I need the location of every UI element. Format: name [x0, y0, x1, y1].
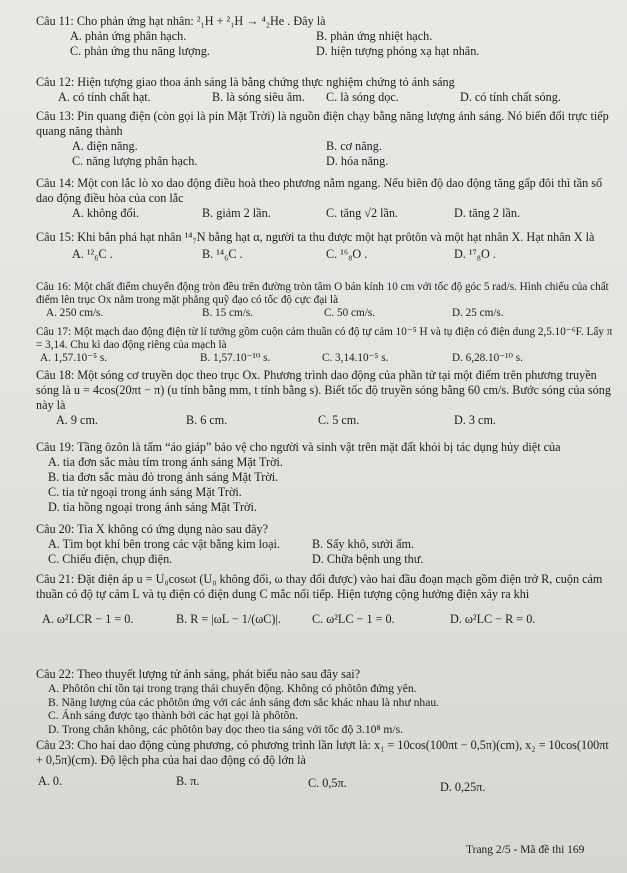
option-c[interactable]: C. 3,14.10⁻⁵ s. [322, 352, 389, 364]
options-row [36, 245, 613, 263]
option-c[interactable]: C. phản ứng thu năng lượng. [70, 44, 210, 58]
options-row [36, 352, 613, 365]
question-stem: Câu 19: Tầng ôzôn là tấm “áo giáp” bảo vệ cho người và sinh vật trên mặt đất khỏi bị tác dụng hủy diệt của [36, 440, 561, 454]
option-c[interactable]: C. tia tử ngoại trong ánh sáng Mặt Trời. [48, 485, 242, 499]
option-c[interactable]: C. 5 cm. [318, 413, 360, 427]
option-d[interactable]: D. ¹⁷₈O . [454, 247, 496, 261]
option-a[interactable]: A. điện năng. [72, 139, 138, 153]
option-a[interactable]: A. ¹²₆C . [72, 247, 113, 261]
option-a[interactable]: A. không đổi. [72, 206, 140, 220]
question-stem: Câu 20: Tia X không có ứng dụng nào sau đây? [36, 522, 269, 536]
question-17 [36, 326, 613, 365]
option-c[interactable]: C. ω²LC − 1 = 0. [312, 612, 395, 626]
option-b[interactable]: B. 6 cm. [186, 413, 228, 427]
options-row [36, 90, 613, 105]
option-d[interactable]: D. có tính chất sóng. [460, 90, 561, 104]
question-15 [36, 230, 613, 263]
question-14 [36, 176, 613, 221]
option-d[interactable]: D. 6,28.10⁻¹⁰ s. [452, 352, 523, 364]
option-d[interactable]: D. Trong chân không, các phôtôn bay dọc theo tia sáng với tốc độ 3.10⁸ m/s. [48, 722, 404, 736]
option-b[interactable]: B. tia đơn sắc màu đỏ trong ánh sáng Mặt Trời. [48, 470, 279, 484]
option-d[interactable]: D. hiện tượng phóng xạ hạt nhân. [316, 44, 480, 58]
option-b[interactable]: B. cơ năng. [326, 139, 382, 153]
option-c[interactable]: C. tăng √2 lần. [326, 206, 399, 220]
option-b[interactable]: B. R = |ωL − 1/(ωC)|. [176, 612, 281, 626]
options-row [36, 537, 613, 552]
options-row [36, 154, 613, 169]
options-row [36, 307, 613, 320]
question-stem: Câu 14: Một con lắc lò xo dao động điều hoà theo phương nằm ngang. Nếu biên độ dao động tăng gấp đôi thì tần số dao động điều hòa của con lắc [36, 176, 603, 205]
options-row [36, 206, 613, 221]
option-d[interactable]: D. Chữa bệnh ung thư. [312, 552, 424, 566]
options-row [36, 413, 613, 428]
question-stem: Câu 16: Một chất điểm chuyển động tròn đều trên đường tròn tâm O bán kính 10 cm với tốc độ góc 5 rad/s. Hình chiếu của chất điểm lên trục Ox nằm trong mặt phẳng quỹ đạo có tốc độ cực đại là [36, 281, 609, 306]
option-d[interactable]: D. tăng 2 lần. [454, 206, 521, 220]
option-b[interactable]: B. Sấy khô, sưởi ấm. [312, 537, 415, 551]
options-row [36, 602, 613, 632]
option-b[interactable]: B. phản ứng nhiệt hạch. [316, 29, 433, 43]
question-stem: Câu 22: Theo thuyết lượng tử ánh sáng, phát biểu nào sau đây sai? [36, 667, 361, 681]
option-c[interactable]: C. Ánh sáng được tạo thành bởi các hạt gọi là phôtôn. [48, 709, 299, 722]
option-a[interactable]: A. 0. [38, 774, 63, 788]
option-c[interactable]: C. 50 cm/s. [324, 307, 375, 319]
question-13 [36, 109, 613, 169]
question-stem: Câu 13: Pin quang điện (còn gọi là pin Mặt Trời) là nguồn điện chạy bằng năng lượng ánh sáng. Nó biến đổi trực tiếp quang năng thành [36, 109, 609, 138]
option-b[interactable]: B. Năng lượng của các phôtôn ứng với các ánh sáng đơn sắc khác nhau là như nhau. [48, 695, 440, 709]
option-b[interactable]: B. π. [176, 774, 200, 788]
question-stem: Câu 21: Đặt điện áp u = U₀cosωt (U₀ không đổi, ω thay đổi được) vào hai đầu đoạn mạch gồm điện trở R, cuộn cảm thuần có độ tự cảm L và tụ điện có điện dung C mắc nối tiếp. Hiện tượng cộng hưởng điện xảy ra khi [36, 572, 603, 601]
option-a[interactable]: A. 250 cm/s. [46, 307, 104, 319]
question-18 [36, 368, 613, 428]
option-a[interactable]: A. 1,57.10⁻⁵ s. [40, 352, 107, 364]
option-a[interactable]: A. Tìm bọt khí bên trong các vật bằng kim loại. [48, 537, 280, 551]
option-d[interactable]: D. 25 cm/s. [452, 307, 504, 319]
page-footer: Trang 2/5 - Mã đề thi 169 [466, 844, 585, 856]
option-c[interactable]: C. là sóng dọc. [326, 90, 399, 104]
option-a[interactable]: A. 9 cm. [56, 413, 98, 427]
options-row [36, 139, 613, 154]
options-row [36, 552, 613, 567]
question-11 [36, 14, 613, 59]
option-b[interactable]: B. ¹⁴₆C . [202, 247, 243, 261]
option-a[interactable]: A. phản ứng phân hạch. [70, 29, 187, 43]
question-12 [36, 75, 613, 105]
options-row [36, 44, 613, 59]
option-d[interactable]: D. tia hồng ngoại trong ánh sáng Mặt Trời. [48, 500, 257, 514]
option-c[interactable]: C. năng lượng phân hạch. [72, 154, 198, 168]
options-row [36, 29, 613, 44]
question-stem: Câu 18: Một sóng cơ truyền dọc theo trục Ox. Phương trình dao động của phần tử tại một điểm trên phương truyền sóng là u = 4cos(20πt − π) (u tính bằng mm, t tính bằng s). Biết tốc độ truyền sóng bằng 60 cm/s. Bước sóng của sóng này là [36, 368, 611, 412]
options-row [36, 768, 613, 794]
option-d[interactable]: D. 0,25π. [440, 780, 486, 794]
option-d[interactable]: D. ω²LC − R = 0. [450, 612, 536, 626]
option-a[interactable]: A. Phôtôn chỉ tồn tại trong trạng thái chuyển động. Không có phôtôn đứng yên. [48, 682, 417, 695]
question-21 [36, 572, 613, 632]
question-stem: Câu 23: Cho hai dao động cùng phương, có phương trình lần lượt là: x₁ = 10cos(100πt − 0,5π)(cm), x₂ = 10cos(100πt + 0,5π)(cm). Độ lệch pha của hai dao động có độ lớn là [36, 738, 609, 767]
option-a[interactable]: A. ω²LCR − 1 = 0. [42, 612, 134, 626]
option-d[interactable]: D. hóa năng. [326, 154, 389, 168]
option-c[interactable]: C. Chiếu điện, chụp điện. [48, 552, 173, 566]
option-c[interactable]: C. ¹⁶₈O . [326, 247, 368, 261]
option-b[interactable]: B. giảm 2 lần. [202, 206, 271, 220]
question-22 [36, 667, 613, 736]
option-b[interactable]: B. 15 cm/s. [202, 307, 253, 319]
option-b[interactable]: B. là sóng siêu âm. [212, 90, 305, 104]
question-20 [36, 522, 613, 567]
question-stem: Câu 12: Hiện tượng giao thoa ánh sáng là bằng chứng thực nghiệm chứng tỏ ánh sáng [36, 75, 455, 89]
option-c[interactable]: C. 0,5π. [308, 776, 347, 790]
option-a[interactable]: A. có tính chất hạt. [58, 90, 151, 104]
question-19 [36, 440, 613, 515]
question-stem: Câu 15: Khi bắn phá hạt nhân ¹⁴₇N bằng hạt α, người ta thu được một hạt prôtôn và một hạt nhân X. Hạt nhân X là [36, 230, 595, 244]
question-stem: Câu 17: Một mạch dao động điện từ lí tưởng gồm cuộn cảm thuần có độ tự cảm 10⁻⁵ H và tụ điện có điện dung 2,5.10⁻⁶F. Lấy π = 3,14. Chu kì dao động riêng của mạch là [36, 326, 613, 351]
option-d[interactable]: D. 3 cm. [454, 413, 496, 427]
option-b[interactable]: B. 1,57.10⁻¹⁰ s. [200, 352, 271, 364]
question-16 [36, 281, 613, 320]
option-a[interactable]: A. tia đơn sắc màu tím trong ánh sáng Mặt Trời. [48, 455, 283, 469]
question-23 [36, 738, 613, 794]
question-stem: Câu 11: Cho phản ứng hạt nhân: ²₁H + ²₁H → ⁴₂He . Đây là [36, 14, 326, 28]
